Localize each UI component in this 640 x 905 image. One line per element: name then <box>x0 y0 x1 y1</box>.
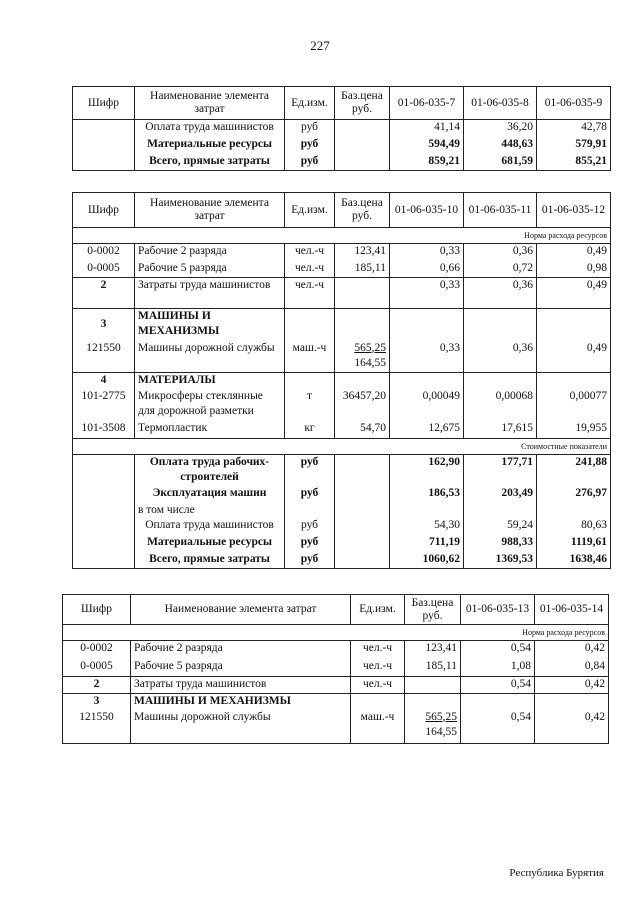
section-label: Норма расхода ресурсов <box>73 228 611 244</box>
header-col: 01-06-035-11 <box>464 193 537 228</box>
table-row: 2 Затраты труда машинистов чел.-ч 0,54 0,42 <box>63 677 609 694</box>
table-row: 0-0002 Рабочие 2 разряда чел.-ч 123,41 0,33 0,36 0,49 <box>73 244 611 261</box>
header-price: Баз.цена руб. <box>335 87 390 120</box>
header-code: Шифр <box>73 193 135 228</box>
table-row: 101-3508 Термопластик кг 54,70 12,675 17,615 19,955 <box>73 421 611 439</box>
header-code: Шифр <box>73 87 135 120</box>
table-row: Материальные ресурсы руб 594,49 448,63 579,91 <box>73 137 611 154</box>
table-row: 101-2775 Микросферы стеклянные для дорожной разметки т 36457,20 0,00049 0,00068 0,00077 <box>73 389 611 421</box>
header-code: Шифр <box>63 595 131 625</box>
table-row: 121550 Машины дорожной службы маш.-ч 565,25 164,55 0,33 0,36 0,49 <box>73 341 611 373</box>
table-header <box>73 87 611 120</box>
page-footer: Республика Бурятия <box>509 867 604 879</box>
table-header <box>73 193 611 228</box>
page-number: 227 <box>310 38 330 53</box>
table-row: 121550 Машины дорожной службы маш.-ч 565,25 164,55 0,54 0,42 <box>63 710 609 744</box>
header-unit: Ед.изм. <box>285 193 335 228</box>
table-row: 0-0005 Рабочие 5 разряда чел.-ч 185,11 1,08 0,84 <box>63 659 609 677</box>
header-col: 01-06-035-12 <box>537 193 611 228</box>
table-row: Оплата труда рабочих-строителей руб 162,90 177,71 241,88 <box>73 455 611 486</box>
header-name: Наименование элемента затрат <box>131 595 351 625</box>
header-unit: Ед.изм. <box>351 595 405 625</box>
table-2 <box>72 192 611 569</box>
table-row: Эксплуатация машин руб 186,53 203,49 276,97 <box>73 486 611 503</box>
table-row: Материальные ресурсы руб 711,19 988,33 1119,61 <box>73 535 611 552</box>
table-3 <box>62 594 609 744</box>
table-1 <box>72 86 611 171</box>
section-heading-row: 4 МАТЕРИАЛЫ <box>73 373 611 389</box>
table-row: Оплата труда машинистов руб 41,14 36,20 42,78 <box>73 120 611 137</box>
table-header <box>63 595 609 625</box>
header-price: Баз.цена руб. <box>405 595 461 625</box>
table-row: 2 Затраты труда машинистов чел.-ч 0,33 0,36 0,49 <box>73 278 611 309</box>
table-row: Оплата труда машинистов руб 54,30 59,24 80,63 <box>73 518 611 535</box>
table-row: Всего, прямые затраты руб 1060,62 1369,53 1638,46 <box>73 552 611 569</box>
header-price: Баз.цена руб. <box>335 193 390 228</box>
table-row: Всего, прямые затраты руб 859,21 681,59 855,21 <box>73 154 611 171</box>
header-col: 01-06-035-14 <box>535 595 609 625</box>
header-col: 01-06-035-13 <box>461 595 535 625</box>
header-col: 01-06-035-7 <box>390 87 464 120</box>
header-col: 01-06-035-9 <box>537 87 611 120</box>
header-col: 01-06-035-8 <box>464 87 537 120</box>
table-row: 0-0002 Рабочие 2 разряда чел.-ч 123,41 0,54 0,42 <box>63 641 609 659</box>
header-name: Наименование элемента затрат <box>135 193 285 228</box>
section-heading-row: 3 МАШИНЫ И МЕХАНИЗМЫ <box>63 694 609 710</box>
table-row: 0-0005 Рабочие 5 разряда чел.-ч 185,11 0,66 0,72 0,98 <box>73 261 611 278</box>
header-unit: Ед.изм. <box>285 87 335 120</box>
section-label: Норма расхода ресурсов <box>63 625 609 641</box>
header-name: Наименование элемента затрат <box>135 87 285 120</box>
table-row: в том числе <box>73 503 611 518</box>
section-heading-row: 3 МАШИНЫ И МЕХАНИЗМЫ <box>73 309 611 341</box>
header-col: 01-06-035-10 <box>390 193 464 228</box>
section-label: Стоимостные показатели <box>73 439 611 455</box>
